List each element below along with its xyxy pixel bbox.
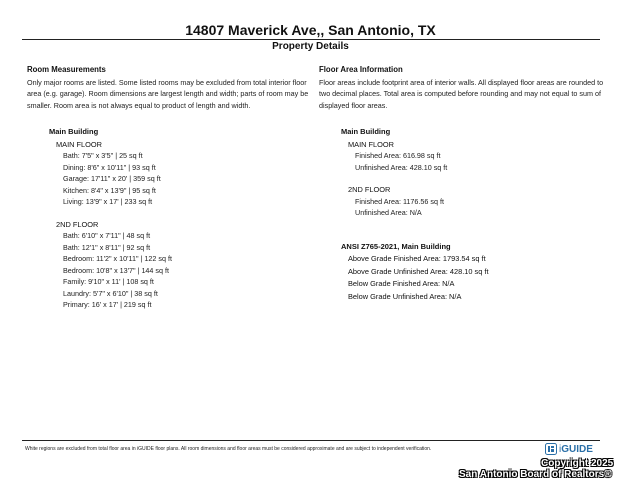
room-item: Laundry: 5'7" x 6'10" | 38 sq ft — [63, 288, 158, 298]
room-item: Primary: 16' x 17' | 219 sq ft — [63, 300, 152, 309]
title-rule — [22, 39, 600, 40]
iguide-logo-text: GUIDE — [561, 443, 593, 455]
room-measurements-heading: Room Measurements — [27, 65, 106, 74]
iguide-logo-icon — [545, 443, 557, 455]
room-measurements-section — [27, 64, 309, 311]
room-item: Bath: 12'1" x 8'11" | 92 sq ft — [63, 242, 151, 252]
ansi-item: Above Grade Unfinished Area: 428.10 sq ft — [348, 266, 489, 276]
room-item: Kitchen: 8'4" x 13'9" | 95 sq ft — [63, 185, 156, 195]
floor-area-section — [319, 64, 609, 302]
floor-area-heading: Floor Area Information — [319, 65, 403, 74]
room-item: Bedroom: 10'8" x 13'7" | 144 sq ft — [63, 265, 170, 275]
room-item: Garage: 17'11" x 20' | 359 sq ft — [63, 174, 161, 183]
room-item: Bath: 6'10" x 7'11" | 48 sq ft — [63, 231, 151, 240]
footer-disclaimer: White regions are excluded from total floor area in iGUIDE floor plans. All room dimensions and floor areas must be considered approximate and are subject to independent verification. — [25, 446, 432, 452]
floor-label-2nd: 2ND FLOOR — [56, 219, 99, 229]
floor-label-2nd: 2ND FLOOR — [348, 185, 391, 194]
room-item: Bedroom: 11'2" x 10'11" | 122 sq ft — [63, 254, 172, 263]
room-item: Living: 13'9" x 17' | 233 sq ft — [63, 197, 153, 206]
section-subtitle: Property Details — [272, 41, 349, 52]
area-item: Finished Area: 616.98 sq ft — [355, 151, 441, 160]
iguide-logo — [545, 443, 593, 455]
footer-rule — [22, 440, 600, 441]
ansi-item: Below Grade Finished Area: N/A — [348, 279, 455, 288]
room-measurements-description: Only major rooms are listed. Some listed rooms may be excluded from total interior floor area (e.g. garage). Room dimensions are largest length and width; parts of room may be smaller. Room area is not always equal to product of length and width. — [27, 77, 309, 110]
area-item: Unfinished Area: N/A — [355, 208, 422, 217]
ansi-item: Above Grade Finished Area: 1793.54 sq ft — [348, 254, 486, 263]
room-item: Bath: 7'5" x 3'5" | 25 sq ft — [63, 151, 143, 160]
area-item: Finished Area: 1176.56 sq ft — [355, 196, 444, 206]
floor-label-main: MAIN FLOOR — [56, 139, 102, 149]
building-heading: Main Building — [341, 127, 391, 136]
room-item: Family: 9'10" x 11' | 108 sq ft — [63, 277, 154, 286]
floor-label-main: MAIN FLOOR — [348, 139, 394, 149]
room-item: Dining: 8'6" x 10'11" | 93 sq ft — [63, 162, 156, 172]
area-item: Unfinished Area: 428.10 sq ft — [355, 162, 448, 172]
iguide-logo-i: i — [559, 443, 562, 455]
page-title: 14807 Maverick Ave,, San Antonio, TX — [185, 22, 436, 38]
building-heading: Main Building — [49, 127, 99, 136]
board-watermark: San Antonio Board of Realtors® — [459, 469, 612, 480]
ansi-heading: ANSI Z765-2021, Main Building — [341, 241, 451, 251]
copyright-watermark: Copyright 2025 — [541, 458, 614, 469]
ansi-item: Below Grade Unfinished Area: N/A — [348, 291, 462, 301]
floor-area-description: Floor areas include footprint area of interior walls. All displayed floor areas are rounded to two decimal places. Total area is computed before rounding and may not equal to sum of displayed floor areas. — [319, 77, 604, 110]
